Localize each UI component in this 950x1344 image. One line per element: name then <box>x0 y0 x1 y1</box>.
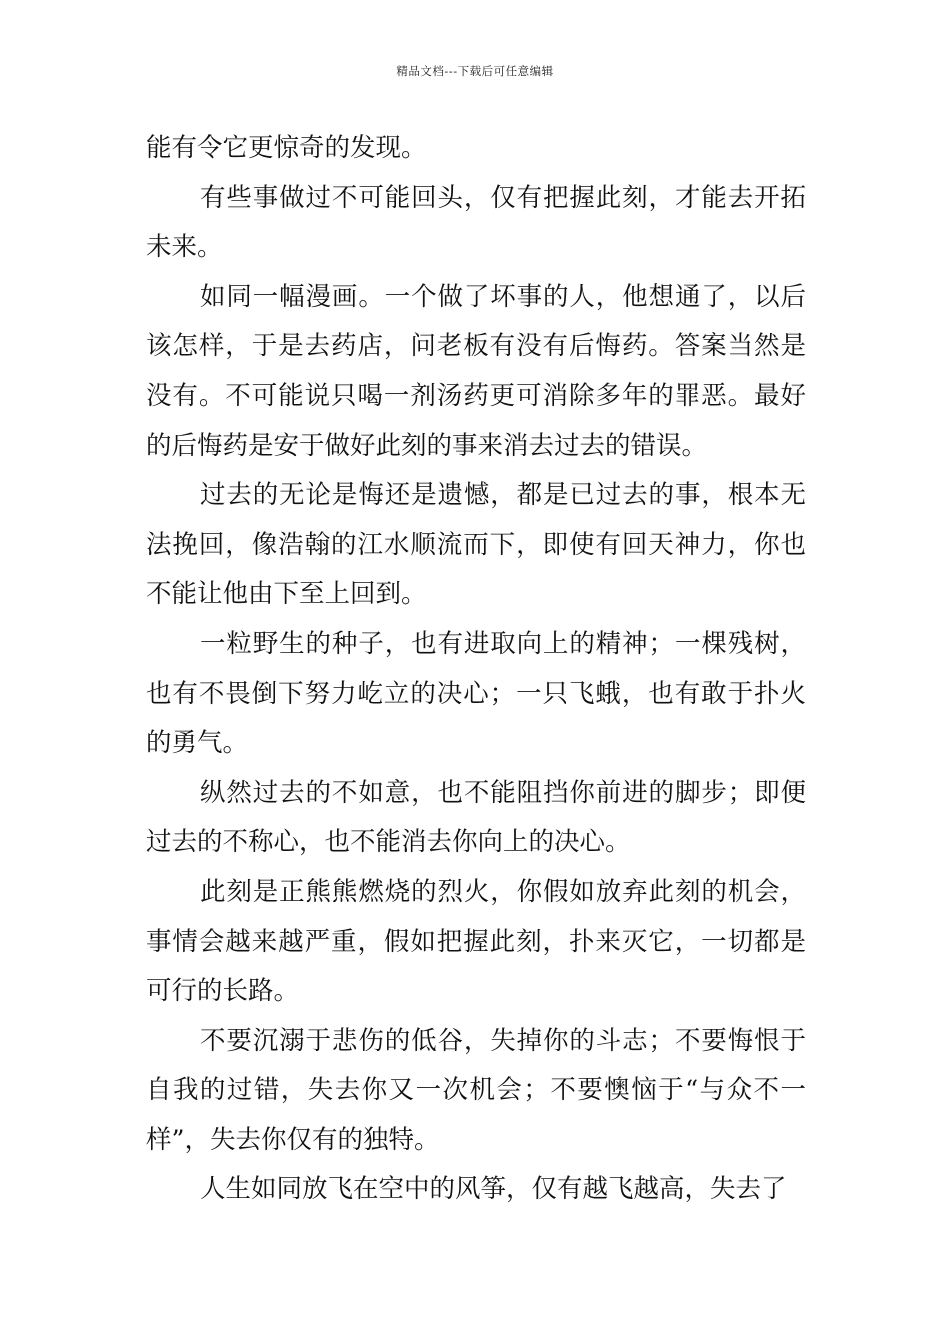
paragraph: 一粒野生的种子，也有进取向上的精神；一棵残树，也有不畏倒下努力屹立的决心；一只飞蛾，也有敢于扑火的勇气。 <box>146 628 806 759</box>
paragraph: 过去的无论是悔还是遗憾，都是已过去的事，根本无法挽回，像浩翰的江水顺流而下，即使有回天神力，你也不能让他由下至上回到。 <box>146 480 806 610</box>
paragraph: 有些事做过不可能回头，仅有把握此刻，才能去开拓未来。 <box>146 182 806 263</box>
paragraph: 能有令它更惊奇的发现。 <box>146 133 427 163</box>
page-header: 精品文档---下载后可任意编辑 <box>396 64 554 78</box>
paragraph: 纵然过去的不如意，也不能阻挡你前进的脚步；即便过去的不称心，也不能消去你向上的决心。 <box>146 777 806 858</box>
paragraph: 此刻是正熊熊燃烧的烈火，你假如放弃此刻的机会，事情会越来越严重，假如把握此刻，扑来灭它，一切都是可行的长路。 <box>146 876 806 1007</box>
paragraph: 人生如同放飞在空中的风筝，仅有越飞越高，失去了 <box>200 1174 787 1205</box>
paragraph: 如同一幅漫画。一个做了坏事的人，他想通了，以后该怎样，于是去药店，问老板有没有后悔药。答案当然是没有。不可能说只喝一剂汤药更可消除多年的罪恶。最好的后悔药是安于做好此刻的事来消去过去的错误。 <box>146 281 806 461</box>
paragraph: 不要沉溺于悲伤的低谷，失掉你的斗志；不要悔恨于自我的过错，失去你又一次机会；不要懊恼于“与众不一样”，失去你仅有的独特。 <box>146 1025 806 1155</box>
document-body <box>146 124 806 1215</box>
